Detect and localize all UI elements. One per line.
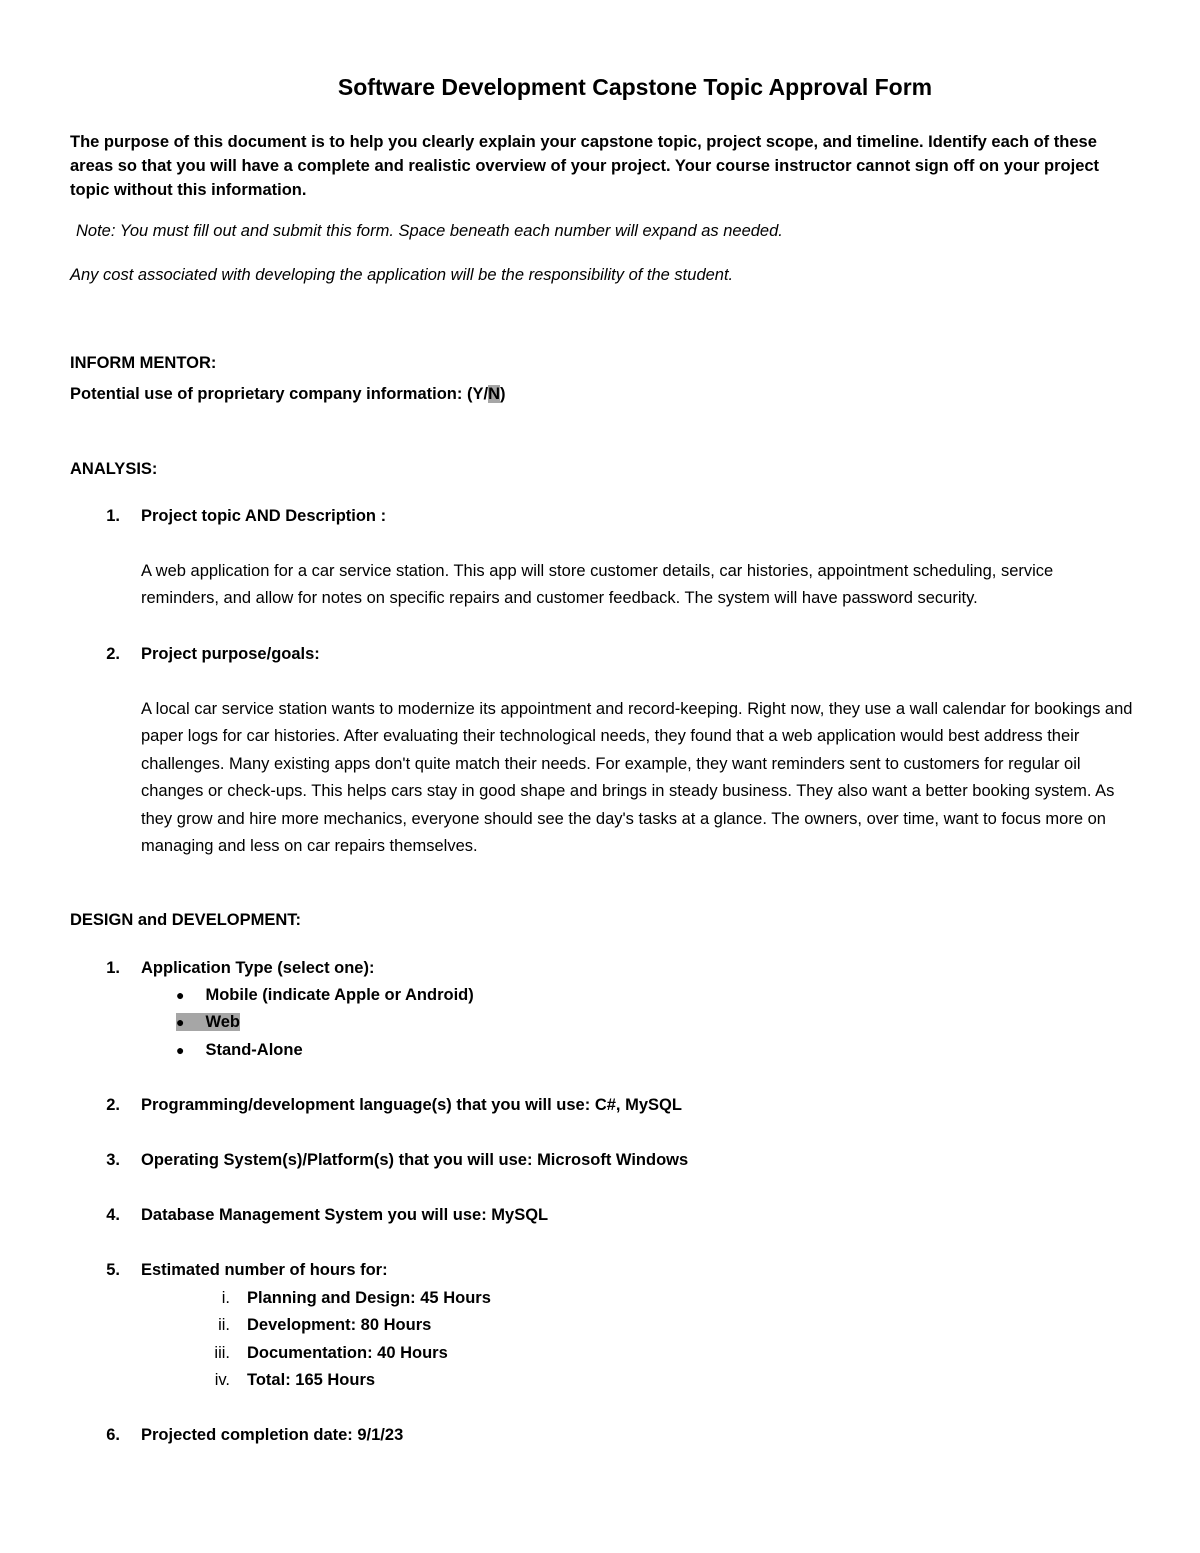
analysis-item-number: 1. [106,507,120,525]
analysis-item-label: Project topic AND Description : [141,507,387,525]
inform-mentor-heading: INFORM MENTOR: [70,354,217,372]
option-label: Stand-Alone [205,1041,303,1059]
app-type-option-selected[interactable] [176,1013,240,1032]
page-title: Software Development Capstone Topic Approval Form [337,74,933,100]
bullet-icon: ● [176,1014,185,1030]
option-label: Web [205,1013,240,1031]
project-description-text: A web application for a car service station. This app will store customer details, car histories, appointment scheduling, service reminders, and allow for notes on specific repairs and customer feedback. The system will have password security. [141,562,1054,608]
analysis-item-label: Project purpose/goals: [141,645,320,663]
design-item-number: 3. [106,1151,120,1169]
proprietary-line [70,385,505,404]
design-item-number: 4. [106,1206,120,1224]
app-type-option[interactable] [176,1041,303,1060]
intro-paragraph: The purpose of this document is to help you clearly explain your capstone topic, project scope, and timeline. Identify each of these areas so that you will have a complete and realistic overview of your project. Your course instructor cannot sign off on your project topic without this information. [70,133,1100,199]
hours-row-number: i. [221,1289,230,1307]
database-line: Database Management System you will use: MySQL [141,1206,549,1224]
cost-note-text: Any cost associated with developing the application will be the responsibility of the student. [70,266,734,284]
option-label: Mobile (indicate Apple or Android) [205,986,474,1004]
proprietary-answer: N [488,385,500,403]
hours-row-number: iii. [214,1344,230,1362]
project-purpose-text: A local car service station wants to modernize its appointment and record-keeping. Right now, they use a wall calendar for bookings and paper logs for car histories. After evaluating their technological needs, they found that a web application would best address their challenges. Many existing apps don't quite match their needs. For example, they want reminders sent to customers for regular oil changes or check-ups. This helps cars stay in good shape and brings in steady business. They also want a better booking system. As they grow and hire more mechanics, everyone should see the day's tasks at a glance. The owners, over time, want to focus more on managing and less on car repairs themselves. [141,700,1133,856]
programming-language-line: Programming/development language(s) that you will use: C#, MySQL [141,1096,682,1114]
hours-row-label: Total: 165 Hours [247,1371,376,1389]
proprietary-close: ) [499,385,506,403]
hours-row-label: Documentation: 40 Hours [247,1344,448,1362]
hours-row-label: Development: 80 Hours [247,1316,432,1334]
bullet-icon: ● [176,987,185,1003]
hours-label: Estimated number of hours for: [141,1261,388,1279]
note-text: Note: You must fill out and submit this form. Space beneath each number will expand as needed. [76,222,783,240]
design-item-number: 5. [106,1261,120,1279]
hours-row-number: ii. [218,1316,230,1334]
proprietary-label: Potential use of proprietary company information: (Y/ [70,385,489,403]
design-item-number: 2. [106,1096,120,1114]
app-type-option[interactable] [176,986,474,1005]
hours-row-label: Planning and Design: 45 Hours [247,1289,491,1307]
design-item-number: 1. [106,959,120,977]
design-heading: DESIGN and DEVELOPMENT: [70,911,302,929]
design-item-number: 6. [106,1426,120,1444]
analysis-item-number: 2. [106,645,120,663]
bullet-icon: ● [176,1042,185,1058]
operating-system-line: Operating System(s)/Platform(s) that you will use: Microsoft Windows [141,1151,689,1169]
analysis-heading: ANALYSIS: [70,460,158,478]
completion-date-line: Projected completion date: 9/1/23 [141,1426,404,1444]
app-type-label: Application Type (select one): [141,959,375,977]
hours-row-number: iv. [214,1371,230,1389]
